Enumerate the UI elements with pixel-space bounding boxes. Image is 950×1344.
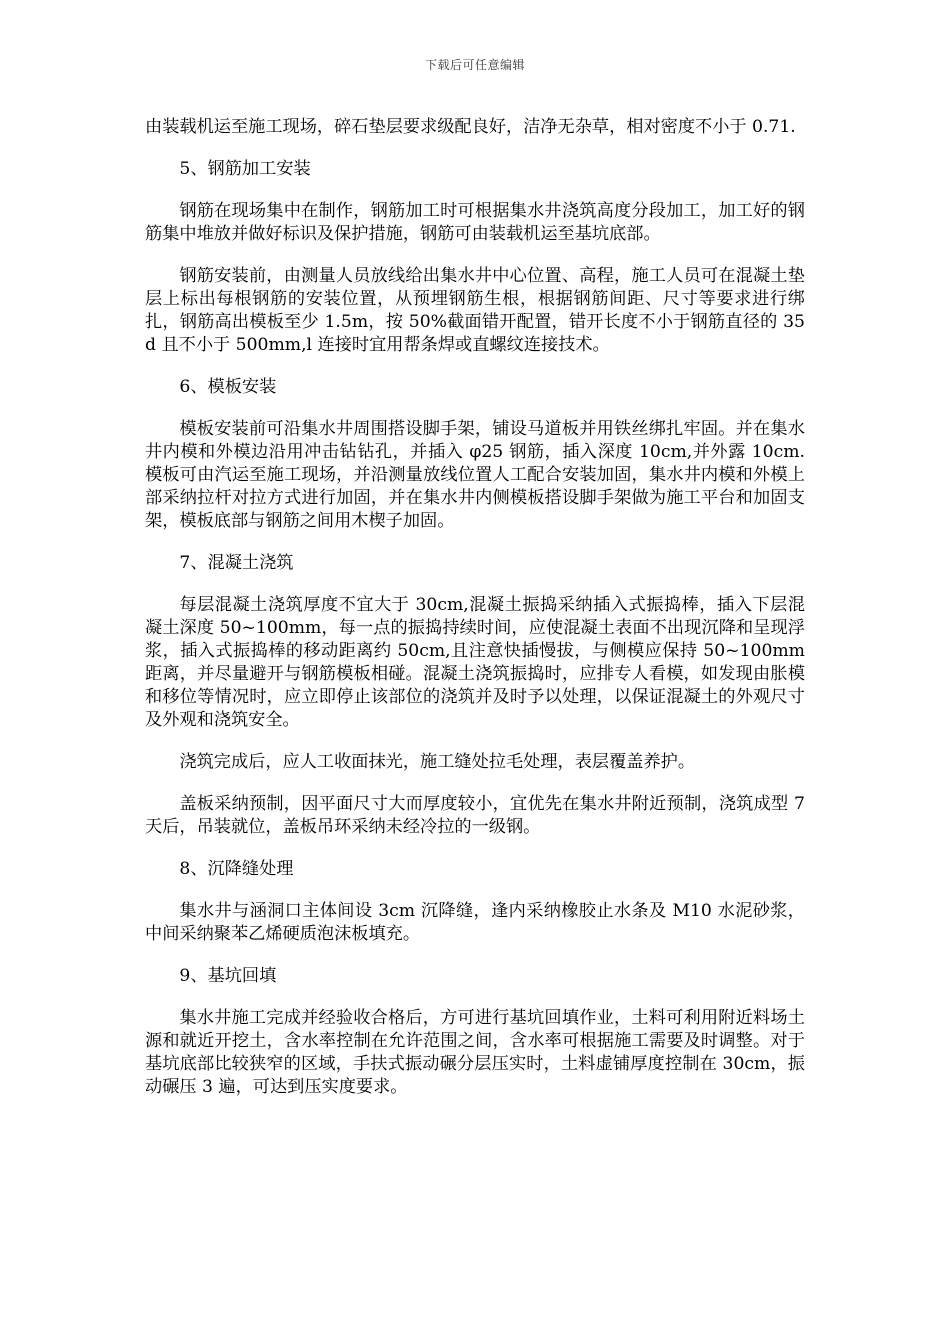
document-body <box>145 116 805 1118</box>
paragraph-continued: 由装载机运至施工现场，碎石垫层要求级配良好，洁净无杂草，相对密度不小于 0.71. <box>145 117 796 137</box>
paragraph: 盖板采纳预制，因平面尺寸大而厚度较小，宜优先在集水井附近预制，浇筑成型 7 天后，吊装就位，盖板吊环采纳未经冷拉的一级钢。 <box>145 794 805 837</box>
paragraph: 集水井施工完成并经验收合格后，方可进行基坑回填作业，土料可利用附近料场土源和就近开挖土，含水率控制在允许范围之间，含水率可根据施工需要及时调整。对于基坑底部比较狭窄的区域，手扶式振动碾分层压实时，土料虚铺厚度控制在 30cm，振动碾压 3 遍，可达到压实度要求。 <box>145 1008 805 1097</box>
section-heading-6: 6、模板安装 <box>179 377 277 397</box>
paragraph: 钢筋安装前，由测量人员放线给出集水井中心位置、高程，施工人员可在混凝土垫层上标出每根钢筋的安装位置，从预埋钢筋生根，根据钢筋间距、尺寸等要求进行绑扎，钢筋高出模板至少 1.5m，按 50%截面错开配置，错开长度不小于钢筋直径的 35d 且不小于 500mm,l 连接时宜用帮条焊或直螺纹连接技术。 <box>145 266 805 355</box>
paragraph: 模板安装前可沿集水井周围搭设脚手架，铺设马道板并用铁丝绑扎牢固。并在集水井内模和外模边沿用冲击钻钻孔，并插入 φ25 钢筋，插入深度 10cm,并外露 10cm.模板可由汽运至施工现场，并沿测量放线位置人工配合安装加固，集水井内模和外模上部采纳拉杆对拉方式进行加固，并在集水井内侧模板搭设脚手架做为施工平台和加固支架，模板底部与钢筋之间用木楔子加固。 <box>145 419 805 531</box>
page-header: 下载后可任意编辑 <box>424 58 525 72</box>
section-heading-9: 9、基坑回填 <box>179 966 277 986</box>
section-heading-8: 8、沉降缝处理 <box>179 859 294 879</box>
paragraph: 集水井与涵洞口主体间设 3cm 沉降缝，逢内采纳橡胶止水条及 M10 水泥砂浆，中间采纳聚苯乙烯硬质泡沫板填充。 <box>145 901 805 944</box>
paragraph: 浇筑完成后，应人工收面抹光，施工缝处拉毛处理，表层覆盖养护。 <box>179 752 696 772</box>
paragraph: 钢筋在现场集中在制作，钢筋加工时可根据集水井浇筑高度分段加工，加工好的钢筋集中堆放并做好标识及保护措施，钢筋可由装载机运至基坑底部。 <box>145 201 805 244</box>
section-heading-5: 5、钢筋加工安装 <box>179 159 311 179</box>
paragraph: 每层混凝土浇筑厚度不宜大于 30cm,混凝土振捣采纳插入式振捣棒，插入下层混凝土深度 50~100mm，每一点的振捣持续时间，应使混凝土表面不出现沉降和呈现浮浆，插入式振捣棒的移动距离约 50cm,且注意快插慢拔，与侧模应保持 50~100mm 距离，并尽量避开与钢筋模板相碰。混凝土浇筑振捣时，应排专人看模，如发现由胀模和移位等情况时，应立即停止该部位的浇筑并及时予以处理，以保证混凝土的外观尺寸及外观和浇筑安全。 <box>145 595 805 730</box>
section-heading-7: 7、混凝土浇筑 <box>179 553 294 573</box>
